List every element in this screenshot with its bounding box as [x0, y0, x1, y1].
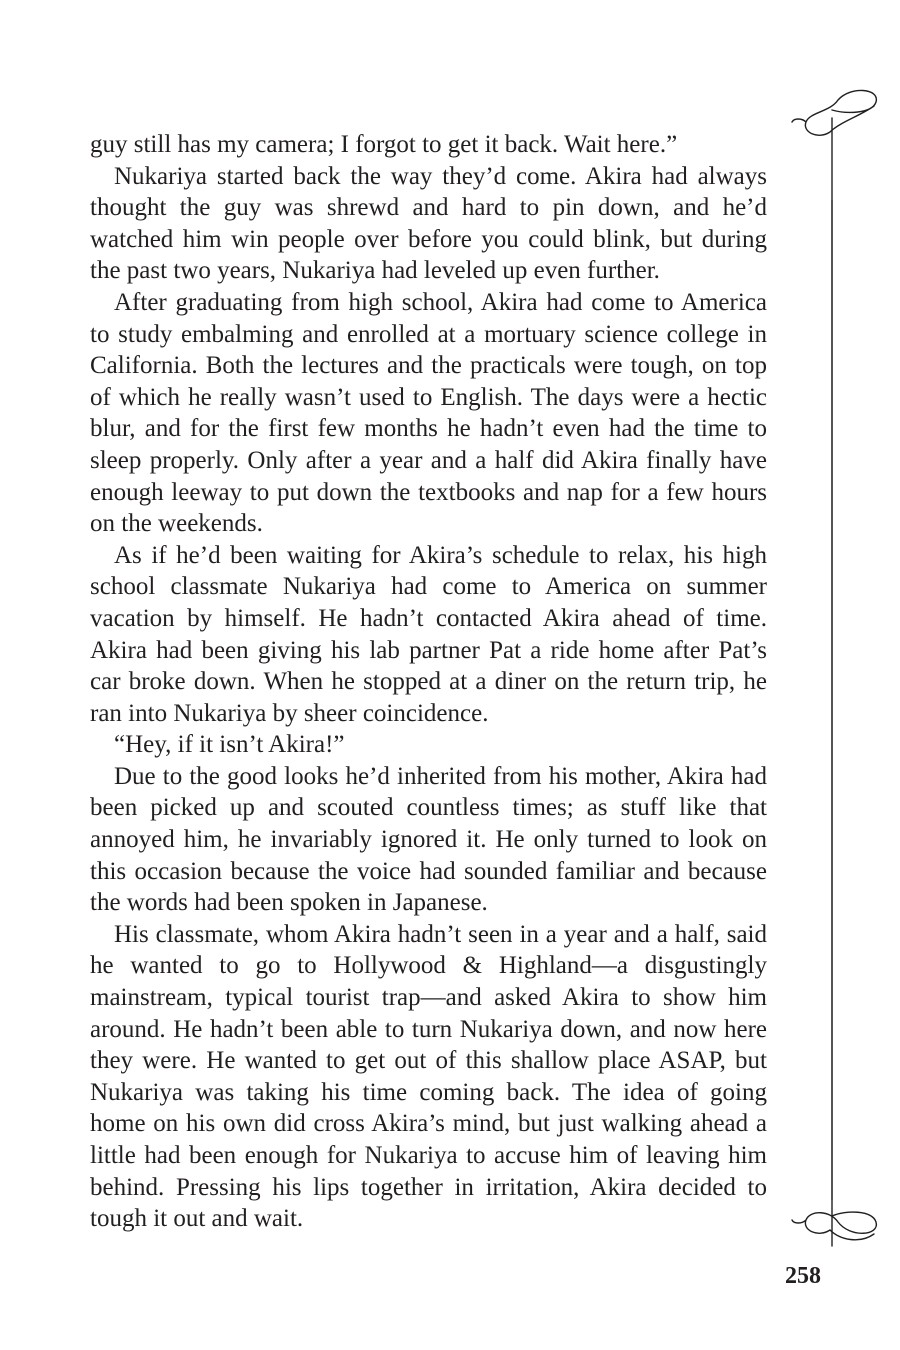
paragraph: As if he’d been waiting for Akira’s schedule to relax, his high school classmate Nukariya had come to America on summer vacation by himself. He hadn’t contacted Akira ahead of time. Akira had been giving his lab partner Pat a ride home after Pat’s car broke down. When he stopped at a diner on the return trip, he ran into Nukariya by sheer coincidence.: [90, 541, 767, 727]
paragraph: After graduating from high school, Akira had come to America to study embalming and enrolled at a mortuary science college in California. Both the lectures and the practicals were tough, on top of which he really wasn’t used to English. The days were a hectic blur, and for the first few months he hadn’t even had the time to sleep properly. Only after a year and a half did Akira finally have enough leeway to put down the textbooks and nap for a few hours on the weekends.: [90, 288, 767, 538]
page-body: [90, 129, 767, 1235]
paragraph: Nukariya started back the way they’d come. Akira had always thought the guy was shrewd and hard to pin down, and he’d watched him win people over before you could blink, but during the past two years, Nukariya had leveled up even further.: [90, 162, 767, 285]
paragraph: guy still has my camera; I forgot to get it back. Wait here.”: [90, 131, 678, 158]
top-flourish-icon: [792, 90, 876, 135]
decorative-flourish-border: [780, 70, 890, 1290]
paragraph: “Hey, if it isn’t Akira!”: [114, 731, 345, 759]
page-number: 258: [785, 1263, 821, 1289]
bottom-flourish-icon: [792, 1212, 876, 1240]
paragraph: Due to the good looks he’d inherited from his mother, Akira had been picked up and scouted countless times; as stuff like that annoyed him, he invariably ignored it. He only turned to look on this occasion because the voice had sounded familiar and because the words had been spoken in Japanese.: [90, 762, 767, 917]
paragraph: His classmate, whom Akira hadn’t seen in a year and a half, said he wanted to go to Hollywood & Highland—a disgustingly mainstream, typical tourist trap—and asked Akira to show him around. He hadn’t been able to turn Nukariya down, and now here they were. He wanted to get out of this shallow place ASAP, but Nukariya was taking his time coming back. The idea of going home on his own did cross Akira’s mind, but just walking ahead a little had been enough for Nukariya to accuse him of leaving him behind. Pressing his lips together in irritation, Akira decided to tough it out and wait.: [90, 920, 767, 1233]
